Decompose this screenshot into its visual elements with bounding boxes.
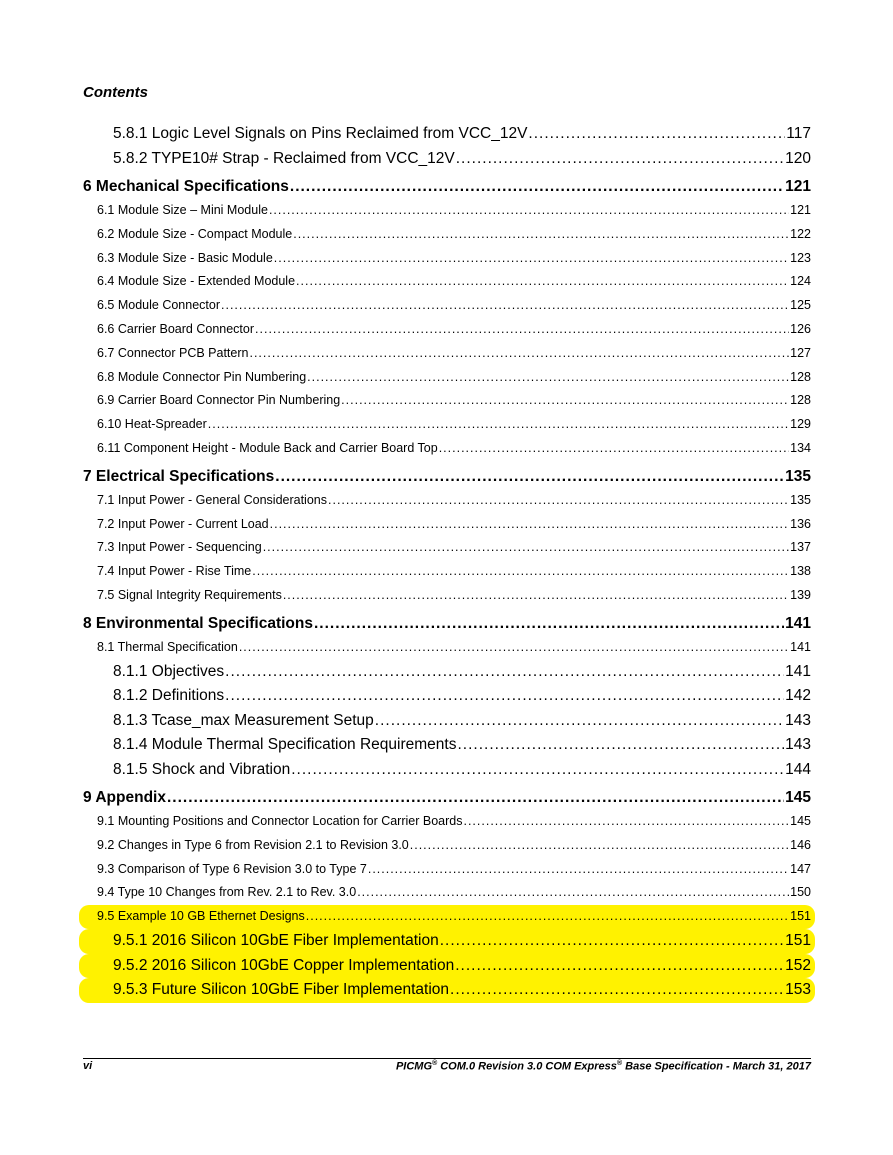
toc-page-number: 142 — [785, 687, 811, 705]
toc-section-entry[interactable] — [79, 905, 815, 929]
toc-section-entry[interactable] — [83, 270, 811, 294]
toc-section-entry[interactable] — [83, 489, 811, 513]
toc-entry-title: 6.9 Carrier Board Connector Pin Numbering — [97, 393, 341, 408]
toc-page-number: 121 — [785, 178, 811, 195]
toc-chapter-entry[interactable] — [83, 465, 811, 489]
toc-page-number: 124 — [790, 274, 811, 289]
toc-dot-leader — [283, 584, 789, 608]
footer-doc-prefix: PICMG — [395, 1060, 432, 1073]
toc-dot-leader — [225, 660, 784, 685]
toc-subsection-entry[interactable] — [83, 733, 811, 758]
toc-page-number: 137 — [790, 540, 811, 555]
toc-entry-title: 8.1 Thermal Specification — [97, 639, 238, 654]
toc-dot-leader — [457, 733, 784, 758]
toc-entry-title: 6.6 Carrier Board Connector — [97, 321, 255, 336]
toc-page-number: 136 — [790, 516, 811, 531]
toc-entry-title: 9.1 Mounting Positions and Connector Location for Carrier Boards — [97, 814, 463, 829]
toc-dot-leader — [269, 199, 789, 223]
toc-entry-title: 8.1.5 Shock and Vibration — [113, 760, 291, 778]
toc-page-number: 151 — [785, 932, 811, 950]
toc-dot-leader — [410, 834, 789, 858]
toc-section-entry[interactable] — [83, 366, 811, 390]
table-of-contents — [83, 122, 811, 1003]
toc-dot-leader — [439, 437, 789, 461]
toc-chapter-entry[interactable] — [83, 175, 811, 199]
toc-entry-title: 7 Electrical Specifications — [83, 467, 275, 485]
toc-page-number: 144 — [785, 760, 811, 778]
toc-entry-title: 8 Environmental Specifications — [83, 614, 313, 632]
toc-dot-leader — [255, 318, 789, 342]
toc-dot-leader — [341, 389, 789, 413]
toc-entry-title: 9.4 Type 10 Changes from Rev. 2.1 to Rev. 3.0 — [97, 885, 357, 900]
toc-entry-title: 7.4 Input Power - Rise Time — [97, 564, 252, 579]
toc-entry-title: 6.2 Module Size - Compact Module — [97, 226, 293, 241]
toc-page-number: 134 — [790, 440, 811, 455]
toc-subsection-entry[interactable] — [83, 660, 811, 685]
toc-entry-title: 6.4 Module Size - Extended Module — [97, 274, 296, 289]
toc-entry-title: 8.1.2 Definitions — [113, 687, 225, 705]
footer-divider — [83, 1058, 811, 1059]
toc-chapter-entry[interactable] — [83, 612, 811, 636]
toc-section-entry[interactable] — [83, 437, 811, 461]
toc-section-entry[interactable] — [83, 560, 811, 584]
toc-page-number: 121 — [790, 203, 811, 217]
toc-page-number: 150 — [790, 885, 811, 900]
toc-subsection-entry[interactable] — [79, 978, 815, 1003]
toc-page-number: 122 — [790, 226, 811, 241]
toc-section-entry[interactable] — [83, 881, 811, 905]
toc-entry-title: 9 Appendix — [83, 789, 166, 807]
footer-page-number: vi — [83, 1060, 93, 1072]
toc-section-entry[interactable] — [83, 294, 811, 318]
toc-dot-leader — [290, 175, 784, 199]
toc-section-entry[interactable] — [83, 247, 811, 271]
toc-entry-title: 9.5.1 2016 Silicon 10GbE Fiber Implementation — [113, 932, 439, 950]
toc-dot-leader — [293, 223, 789, 247]
toc-dot-leader — [296, 270, 789, 294]
toc-entry-title: 5.8.1 Logic Level Signals on Pins Reclaimed from VCC_12V — [113, 125, 528, 142]
toc-page-number: 152 — [785, 956, 811, 974]
toc-page-number: 129 — [790, 417, 811, 432]
toc-dot-leader — [357, 881, 789, 905]
toc-dot-leader — [450, 978, 784, 1003]
toc-subsection-entry[interactable] — [83, 147, 811, 172]
toc-entry-title: 8.1.4 Module Thermal Specification Requirements — [113, 736, 457, 754]
toc-dot-leader — [263, 536, 789, 560]
toc-page-number: 123 — [790, 250, 811, 265]
toc-dot-leader — [314, 612, 784, 636]
toc-dot-leader — [375, 709, 784, 734]
toc-section-entry[interactable] — [83, 810, 811, 834]
toc-page-number: 153 — [785, 981, 811, 999]
toc-entry-title: 6 Mechanical Specifications — [83, 178, 289, 195]
toc-page-number: 139 — [790, 587, 811, 602]
toc-section-entry[interactable] — [83, 223, 811, 247]
toc-page-number: 126 — [790, 321, 811, 336]
footer-reg-mark-1: ® — [432, 1060, 438, 1067]
toc-dot-leader — [291, 758, 784, 783]
toc-entry-title: 6.8 Module Connector Pin Numbering — [97, 369, 307, 384]
toc-page-number: 135 — [790, 492, 811, 507]
toc-section-entry[interactable] — [83, 318, 811, 342]
toc-subsection-entry[interactable] — [83, 709, 811, 734]
toc-section-entry[interactable] — [83, 199, 811, 223]
toc-dot-leader — [328, 489, 789, 513]
toc-entry-title: 8.1.3 Tcase_max Measurement Setup — [113, 711, 374, 729]
toc-entry-title: 5.8.2 TYPE10# Strap - Reclaimed from VCC_12V — [113, 149, 455, 167]
toc-entry-title: 7.2 Input Power - Current Load — [97, 516, 269, 531]
toc-page-number: 143 — [785, 711, 811, 729]
contents-heading: Contents — [83, 84, 148, 101]
toc-dot-leader — [270, 513, 790, 537]
footer-reg-mark-2: ® — [616, 1060, 623, 1067]
toc-page-number: 128 — [790, 369, 811, 384]
toc-page-number: 141 — [790, 639, 811, 654]
toc-dot-leader — [528, 122, 785, 147]
toc-page-number: 151 — [790, 909, 811, 924]
toc-dot-leader — [306, 905, 789, 929]
toc-entry-title: 9.5.3 Future Silicon 10GbE Fiber Implementation — [113, 981, 450, 999]
toc-dot-leader — [167, 786, 784, 810]
toc-entry-title: 7.5 Signal Integrity Requirements — [97, 587, 282, 602]
toc-page-number: 138 — [790, 564, 811, 579]
toc-dot-leader — [463, 810, 789, 834]
toc-section-entry[interactable] — [83, 389, 811, 413]
toc-section-entry[interactable] — [83, 636, 811, 660]
toc-section-entry[interactable] — [83, 858, 811, 882]
toc-entry-title: 6.10 Heat-Spreader — [97, 417, 207, 432]
toc-page-number: 127 — [790, 345, 811, 360]
toc-subsection-entry[interactable] — [79, 929, 815, 954]
toc-dot-leader — [368, 858, 789, 882]
toc-section-entry[interactable] — [83, 536, 811, 560]
toc-dot-leader — [275, 465, 784, 489]
toc-dot-leader — [252, 560, 789, 584]
toc-page-number: 135 — [785, 467, 811, 485]
toc-entry-title: 9.3 Comparison of Type 6 Revision 3.0 to Type 7 — [97, 861, 367, 876]
toc-dot-leader — [239, 636, 789, 660]
toc-entry-title: 8.1.1 Objectives — [113, 662, 225, 680]
toc-dot-leader — [208, 413, 789, 437]
toc-dot-leader — [249, 342, 789, 366]
toc-dot-leader — [221, 294, 789, 318]
toc-section-entry[interactable] — [83, 513, 811, 537]
toc-subsection-entry[interactable] — [79, 954, 815, 979]
toc-section-entry[interactable] — [83, 834, 811, 858]
toc-page-number: 145 — [785, 789, 811, 807]
toc-page-number: 145 — [790, 814, 811, 829]
toc-page-number: 117 — [786, 125, 811, 142]
footer-doc-middle: COM.0 Revision 3.0 COM Express — [437, 1060, 617, 1073]
toc-dot-leader — [225, 684, 784, 709]
toc-dot-leader — [456, 147, 784, 172]
toc-subsection-entry[interactable] — [83, 758, 811, 783]
toc-entry-title: 6.5 Module Connector — [97, 298, 220, 313]
toc-entry-title: 7.1 Input Power - General Considerations — [97, 492, 327, 507]
toc-page-number: 120 — [785, 149, 811, 167]
toc-subsection-entry[interactable] — [83, 684, 811, 709]
toc-section-entry[interactable] — [83, 584, 811, 608]
toc-dot-leader — [307, 366, 789, 390]
footer-doc-suffix: Base Specification - March 31, 2017 — [622, 1060, 811, 1073]
toc-section-entry[interactable] — [83, 342, 811, 366]
toc-entry-title: 9.5.2 2016 Silicon 10GbE Copper Implementation — [113, 956, 455, 974]
toc-dot-leader — [455, 954, 784, 979]
toc-entry-title: 6.7 Connector PCB Pattern — [97, 345, 249, 360]
toc-dot-leader — [440, 929, 784, 954]
toc-page-number: 141 — [785, 614, 811, 632]
toc-entry-title: 9.2 Changes in Type 6 from Revision 2.1 to Revision 3.0 — [97, 837, 409, 852]
footer-document-title — [396, 1060, 811, 1073]
toc-subsection-entry[interactable] — [83, 122, 811, 147]
toc-entry-title: 6.3 Module Size - Basic Module — [97, 250, 273, 265]
toc-entry-title: 6.11 Component Height - Module Back and Carrier Board Top — [97, 440, 438, 455]
toc-page-number: 141 — [785, 662, 811, 680]
toc-chapter-entry[interactable] — [83, 786, 811, 810]
toc-entry-title: 9.5 Example 10 GB Ethernet Designs — [97, 909, 305, 924]
toc-page-number: 146 — [790, 837, 811, 852]
toc-entry-title: 6.1 Module Size – Mini Module — [97, 203, 268, 217]
toc-section-entry[interactable] — [83, 413, 811, 437]
toc-entry-title: 7.3 Input Power - Sequencing — [97, 540, 262, 555]
toc-page-number: 125 — [790, 298, 811, 313]
toc-dot-leader — [274, 247, 789, 271]
toc-page-number: 143 — [785, 736, 811, 754]
toc-page-number: 128 — [790, 393, 811, 408]
toc-page-number: 147 — [790, 861, 811, 876]
